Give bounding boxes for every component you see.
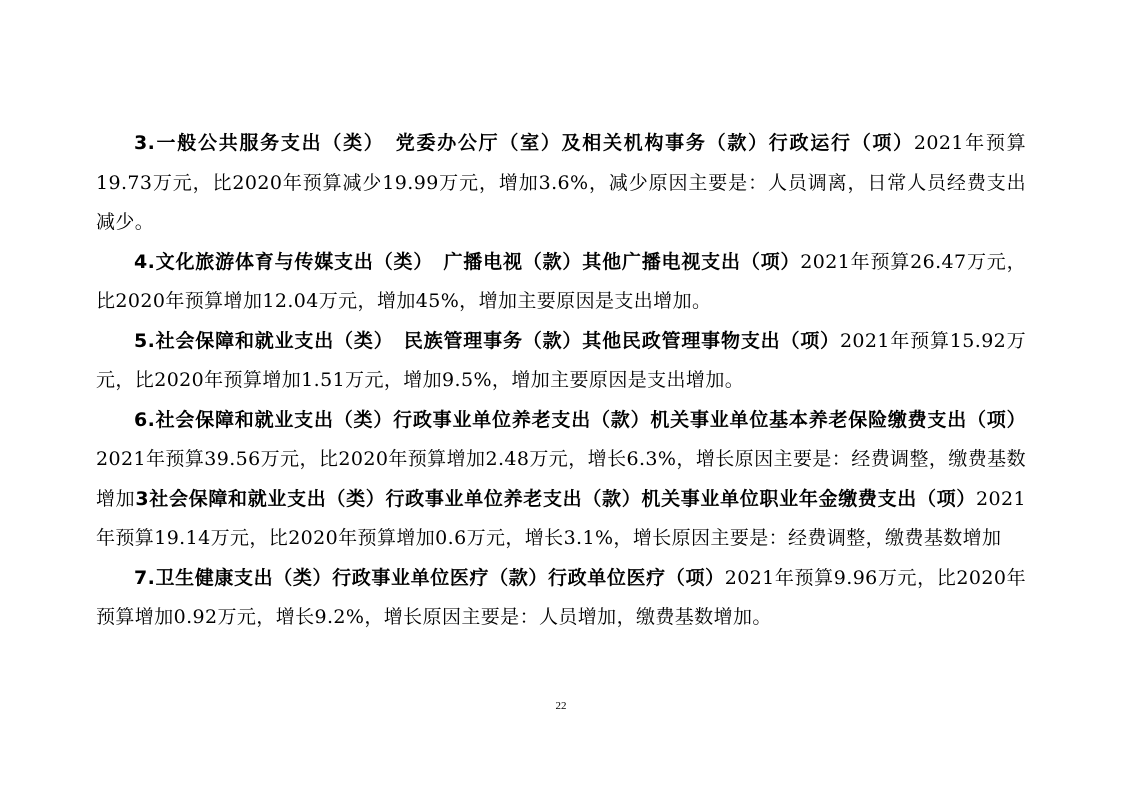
paragraph-heading: 6.社会保障和就业支出（类）行政事业单位养老支出（款）机关事业单位基本养老保险缴费支出（项）	[134, 408, 1026, 431]
paragraph-item-6	[96, 401, 1026, 559]
paragraph-heading: 3.一般公共服务支出（类） 党委办公厅（室）及相关机构事务（款）行政运行（项）	[134, 132, 914, 154]
paragraph-item-4	[96, 243, 1026, 322]
paragraph-text: 2021年预算19.14万元，比2020年预算增加0.6万元，增长3.1%，增长原因主要是：经费调整，缴费基数增加	[96, 487, 1026, 549]
paragraph-text: 2021年预算26.47万元，比2020年预算增加12.04万元，增加45%，增加主要原因是支出增加。	[96, 250, 1026, 312]
paragraph-heading: 5.社会保障和就业支出（类） 民族管理事务（款）其他民政管理事物支出（项）	[134, 329, 840, 352]
page-number: 22	[555, 700, 567, 712]
paragraph-text: 2021年预算9.96万元，比2020年预算增加0.92万元，增长9.2%，增长原因主要是：人员增加，缴费基数增加。	[96, 566, 1027, 628]
paragraph-item-3	[96, 124, 1026, 243]
paragraph-text: 2021年预算39.56万元，比2020年预算增加2.48万元，增长6.3%，增长原因主要是：经费调整，缴费基数增加	[96, 448, 1026, 510]
paragraph-item-5	[96, 322, 1026, 401]
document-body	[96, 124, 1026, 638]
paragraph-subheading: 3社会保障和就业支出（类）行政事业单位养老支出（款）机关事业单位职业年金缴费支出（项）	[135, 487, 977, 510]
paragraph-text: 2021年预算15.92万元，比2020年预算增加1.51万元，增加9.5%，增加主要原因是支出增加。	[96, 329, 1026, 391]
paragraph-item-7	[96, 559, 1026, 638]
paragraph-text: 2021年预算19.73万元，比2020年预算减少19.99万元，增加3.6%，减少原因主要是：人员调离，日常人员经费支出减少。	[96, 132, 1027, 233]
paragraph-heading: 4.文化旅游体育与传媒支出（类） 广播电视（款）其他广播电视支出（项）	[134, 250, 801, 273]
paragraph-heading: 7.卫生健康支出（类）行政事业单位医疗（款）行政单位医疗（项）	[134, 566, 725, 589]
